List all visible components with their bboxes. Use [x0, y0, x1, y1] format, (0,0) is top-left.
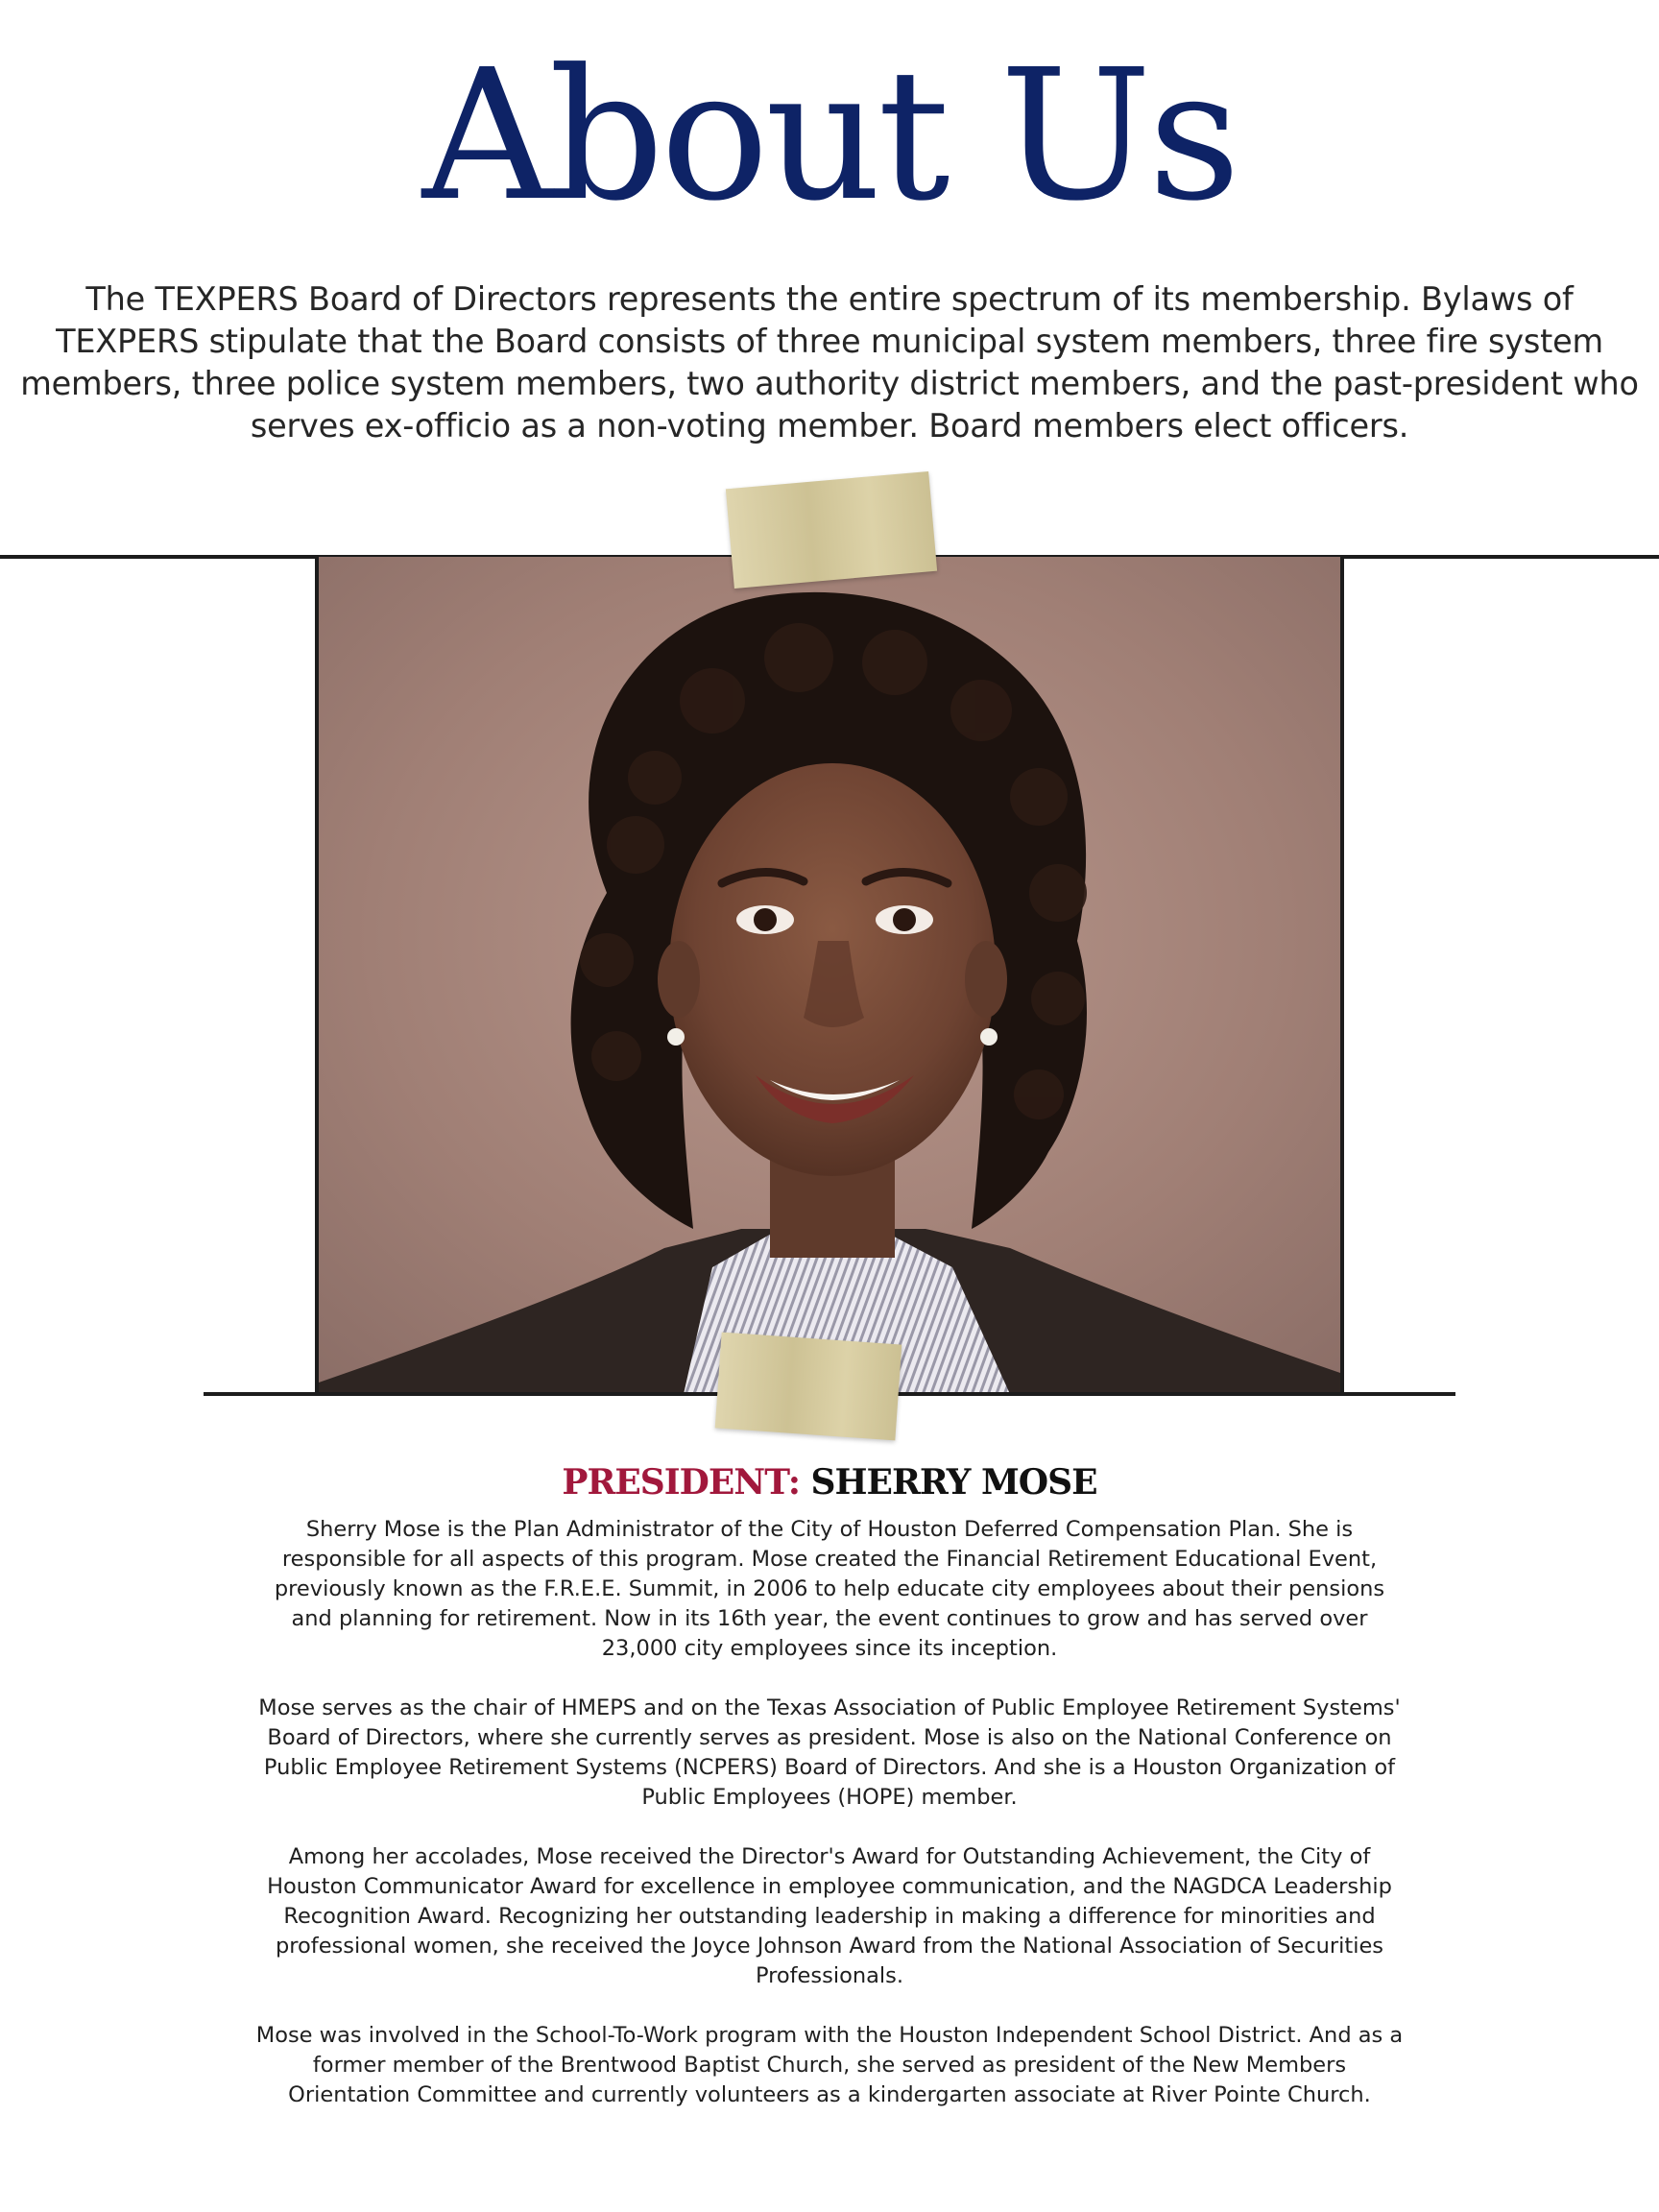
portrait-illustration: [319, 557, 1340, 1394]
bottom-tape-strip: [715, 1333, 902, 1441]
bio-paragraph: Mose serves as the chair of HMEPS and on the Texas Association of Public Employee Retirement Systems' Board of Directors, where she currently serves as president. Mose is also on the National Conference on Public Employee Retirement Systems (NCPERS) Board of Directors. And she is a Houston Organization of Public Employees (HOPE) member.: [258, 1695, 1401, 1810]
bio-paragraph: Sherry Mose is the Plan Administrator of the City of Houston Deferred Compensation Plan. She is responsible for all aspects of this program. Mose created the Financial Retirement Educational Event, previously known as the F.R.E.E. Summit, in 2006 to help educate city employees about their pensions and planning for retirement. Now in its 16th year, the event continues to grow and has served over 23,000 city employees since its inception.: [274, 1517, 1385, 1661]
bio-paragraph: Mose was involved in the School-To-Work program with the Houston Independent School District. And as a former member of the Brentwood Baptist Church, she served as president of the New Members Orientation Committee and currently volunteers as a kindergarten associate at River Pointe Church.: [255, 2023, 1404, 2107]
page-title: About Us: [421, 31, 1238, 241]
portrait-photo: [315, 557, 1344, 1394]
intro-paragraph: The TEXPERS Board of Directors represents the entire spectrum of its membership. Bylaws of TEXPERS stipulate that the Board consists of three municipal system members, three fire system members, three police system members, two authority district members, and the past-president who serves ex-officio as a non-voting member. Board members elect officers.: [20, 280, 1639, 445]
role-label: PRESIDENT:: [562, 1462, 800, 1503]
profile-heading: [0, 1461, 1659, 1503]
profile-name: SHERRY MOSE: [810, 1462, 1097, 1503]
bio-paragraph: Among her accolades, Mose received the Director's Award for Outstanding Achievement, the City of Houston Communicator Award for excellence in employee communication, and the NAGDCA Leadership Recognition Award. Recognizing her outstanding leadership in making a difference for minorities and professional women, she received the Joyce Johnson Award from the National Association of Securities Professionals.: [267, 1844, 1392, 1988]
top-tape-strip: [726, 471, 937, 589]
profile-bio: [252, 1515, 1407, 2140]
